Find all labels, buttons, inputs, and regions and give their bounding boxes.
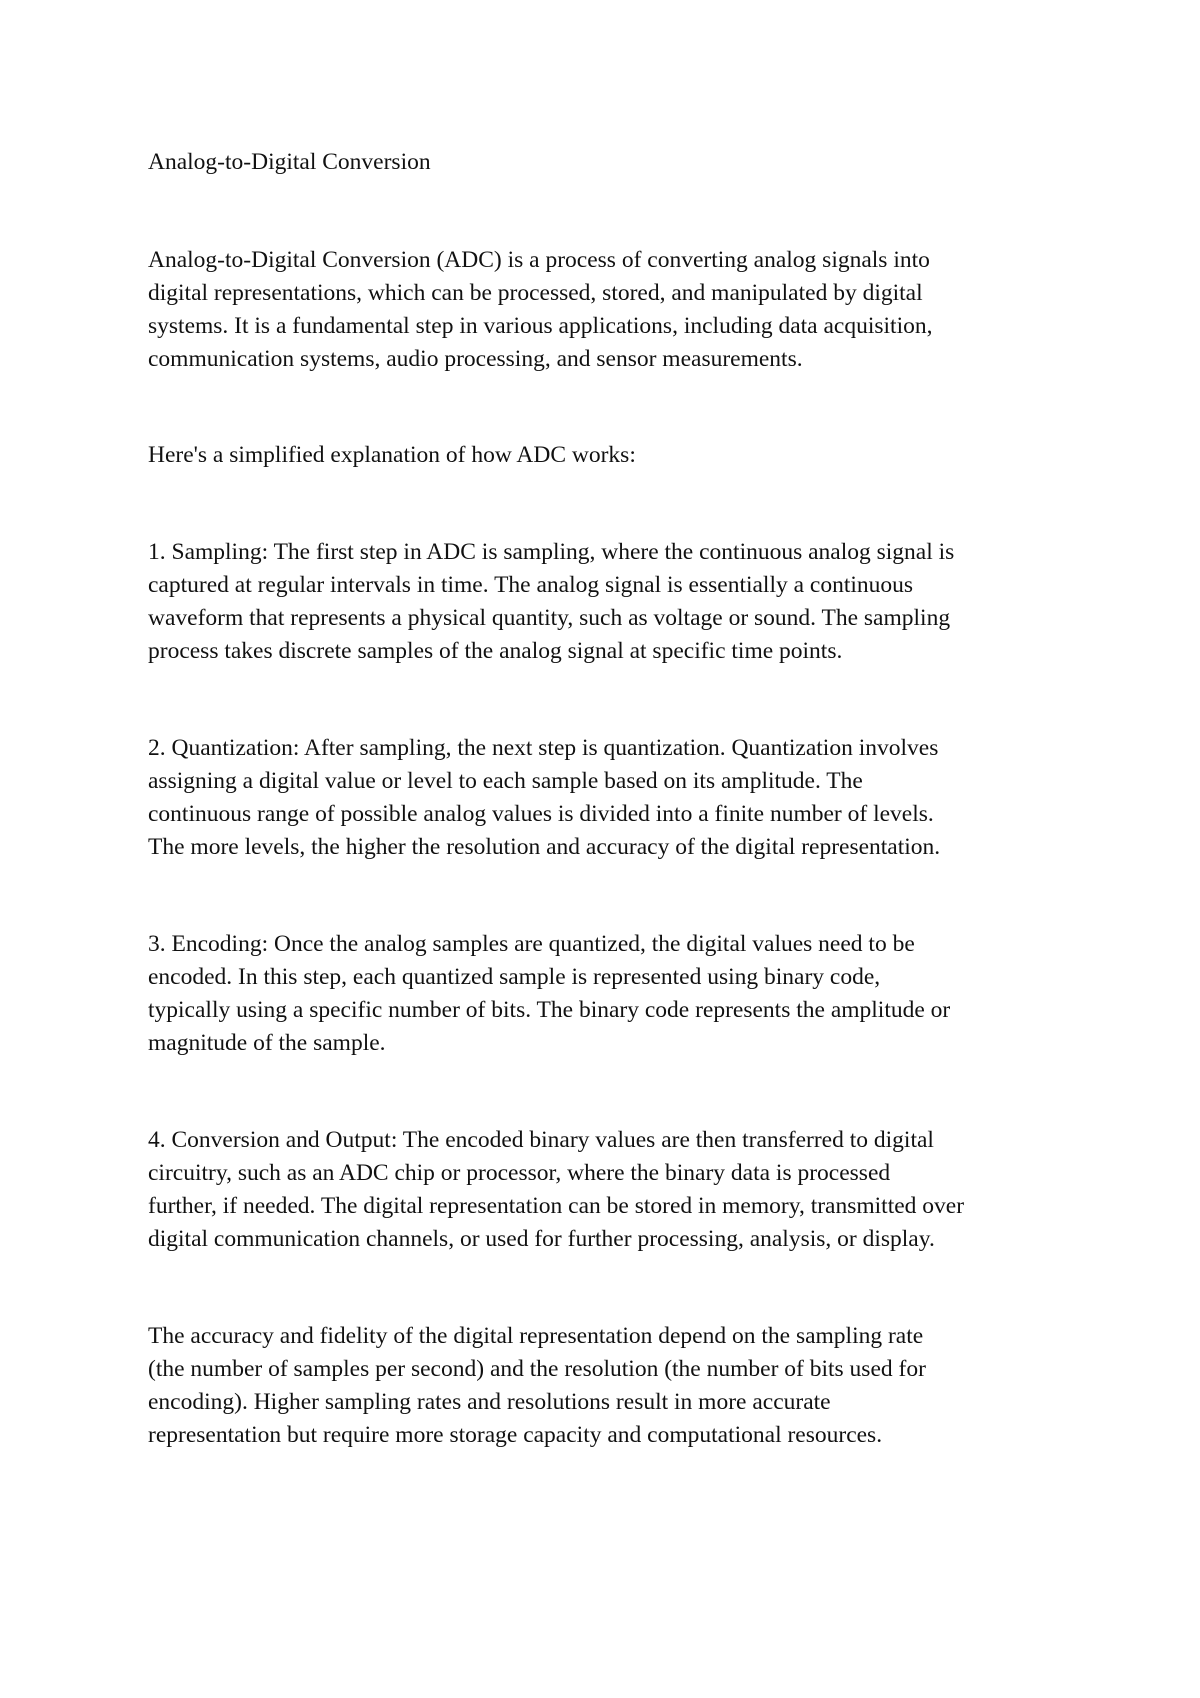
step-line: encoded. In this step, each quantized sample is represented using binary code,: [148, 964, 881, 990]
step-conversion-output-paragraph: [148, 1124, 1078, 1256]
lead-paragraph: [148, 439, 1078, 472]
step-sampling-paragraph: [148, 536, 1078, 668]
step-line: digital communication channels, or used for further processing, analysis, or display.: [148, 1226, 935, 1252]
intro-line: communication systems, audio processing, and sensor measurements.: [148, 346, 803, 372]
step-line: magnitude of the sample.: [148, 1030, 386, 1056]
step-line: process takes discrete samples of the analog signal at specific time points.: [148, 638, 843, 664]
document-title: [148, 146, 1078, 179]
step-line: 1. Sampling: The first step in ADC is sampling, where the continuous analog signal is: [148, 539, 955, 565]
step-quantization-paragraph: [148, 732, 1078, 864]
step-line: captured at regular intervals in time. The analog signal is essentially a continuous: [148, 572, 914, 598]
intro-line: digital representations, which can be processed, stored, and manipulated by digital: [148, 280, 923, 306]
step-line: typically using a specific number of bits. The binary code represents the amplitude or: [148, 997, 951, 1023]
step-encoding-paragraph: [148, 928, 1078, 1060]
title-line: Analog-to-Digital Conversion: [148, 149, 431, 175]
step-line: 3. Encoding: Once the analog samples are quantized, the digital values need to be: [148, 931, 915, 957]
step-line: assigning a digital value or level to each sample based on its amplitude. The: [148, 768, 863, 794]
step-line: 2. Quantization: After sampling, the next step is quantization. Quantization involves: [148, 735, 939, 761]
conclusion-line: The accuracy and fidelity of the digital representation depend on the sampling rate: [148, 1323, 924, 1349]
step-line: further, if needed. The digital representation can be stored in memory, transmitted over: [148, 1193, 965, 1219]
step-line: circuitry, such as an ADC chip or processor, where the binary data is processed: [148, 1160, 891, 1186]
intro-line: Analog-to-Digital Conversion (ADC) is a process of converting analog signals into: [148, 247, 930, 273]
conclusion-line: (the number of samples per second) and the resolution (the number of bits used for: [148, 1356, 926, 1382]
conclusion-line: representation but require more storage capacity and computational resources.: [148, 1422, 883, 1448]
conclusion-line: encoding). Higher sampling rates and resolutions result in more accurate: [148, 1389, 831, 1415]
conclusion-paragraph: [148, 1320, 1078, 1452]
step-line: continuous range of possible analog values is divided into a finite number of levels.: [148, 801, 934, 827]
step-line: The more levels, the higher the resolution and accuracy of the digital representation.: [148, 834, 941, 860]
step-line: waveform that represents a physical quantity, such as voltage or sound. The sampling: [148, 605, 951, 631]
intro-line: systems. It is a fundamental step in various applications, including data acquisition,: [148, 313, 933, 339]
lead-line: Here's a simplified explanation of how ADC works:: [148, 442, 636, 468]
intro-paragraph: [148, 244, 1078, 376]
step-line: 4. Conversion and Output: The encoded binary values are then transferred to digital: [148, 1127, 934, 1153]
